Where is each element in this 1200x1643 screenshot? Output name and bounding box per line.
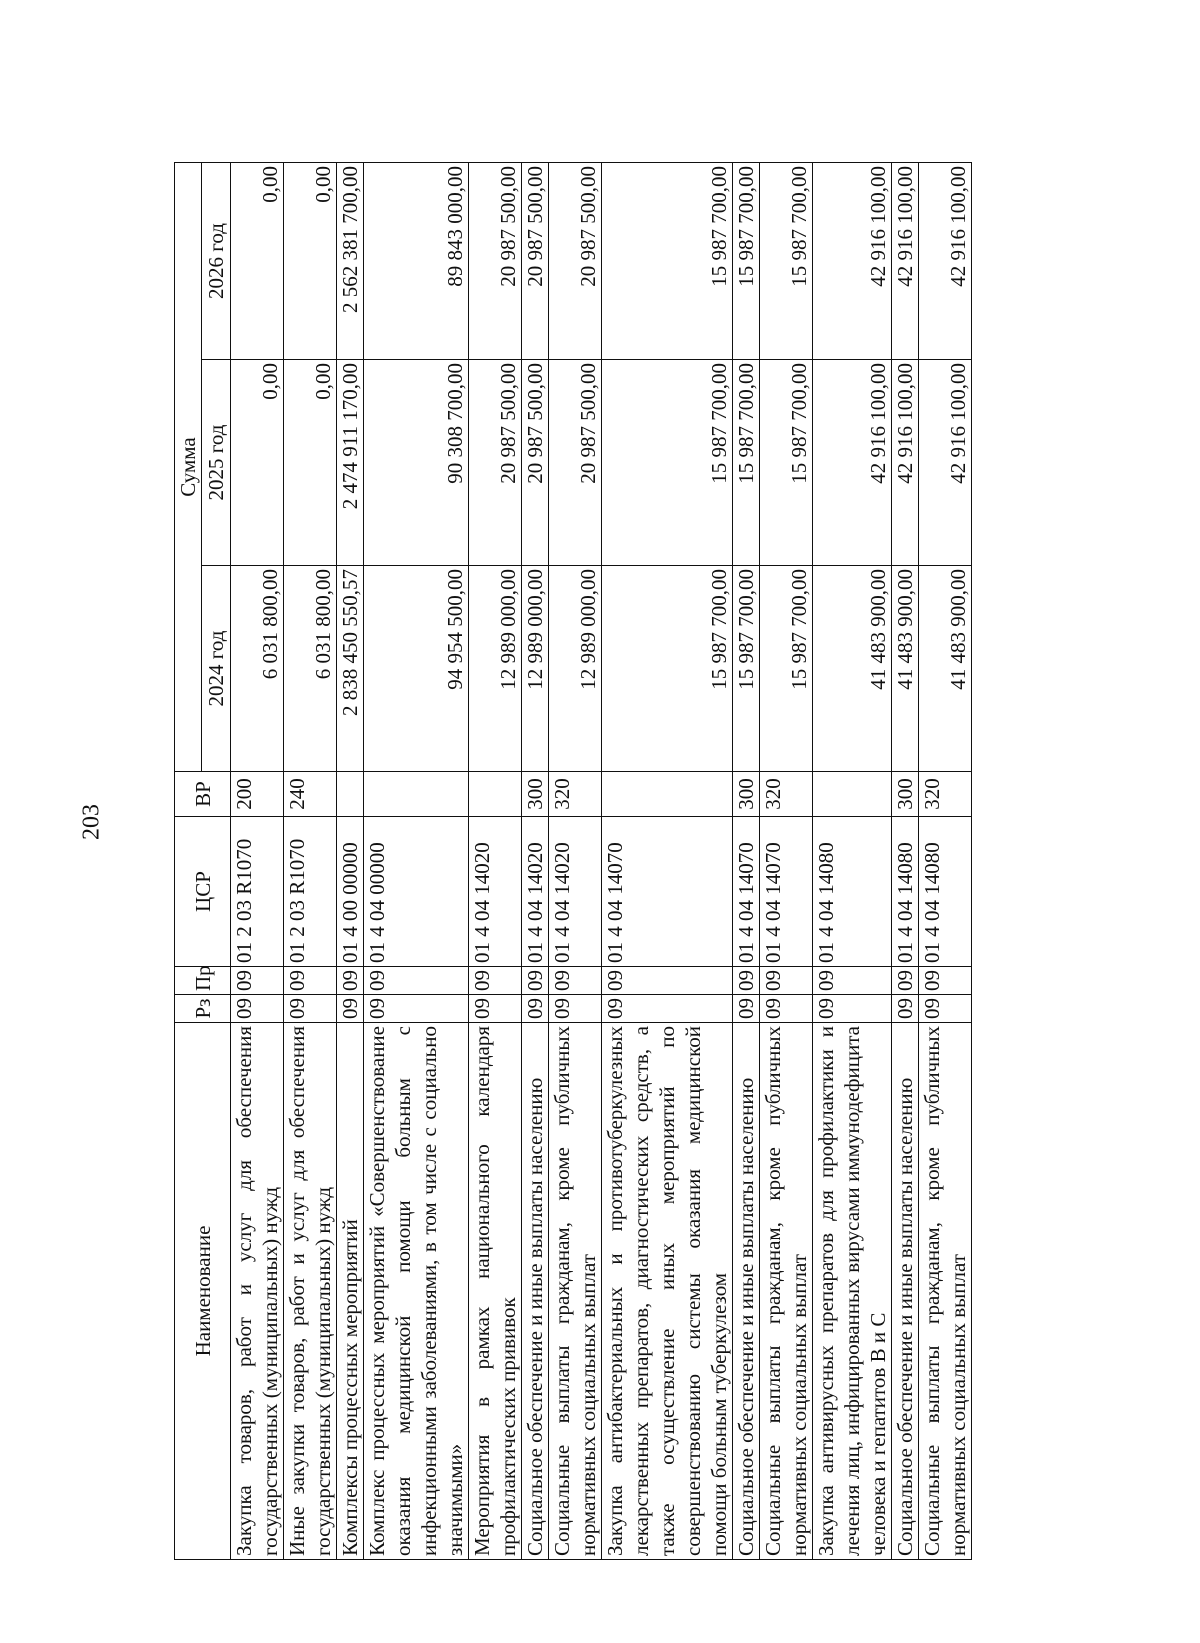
row-csr: 01 4 04 14070 (602, 817, 733, 967)
row-pr: 09 (284, 967, 337, 995)
table-row (337, 163, 364, 1560)
table-row (733, 163, 760, 1560)
row-name: Комплексы процессных мероприятий (337, 1023, 364, 1560)
row-name: Социальное обеспечение и иные выплаты населению (733, 1023, 760, 1560)
row-2026: 15 987 700,00 (760, 163, 813, 360)
row-2025: 20 987 500,00 (549, 360, 602, 566)
row-2025: 42 916 100,00 (892, 360, 919, 566)
table-row (522, 163, 549, 1560)
row-2026: 15 987 700,00 (733, 163, 760, 360)
row-pr: 09 (522, 967, 549, 995)
row-rz: 09 (919, 995, 972, 1023)
row-2024: 12 989 000,00 (549, 566, 602, 772)
row-2026: 0,00 (284, 163, 337, 360)
row-name: Иные закупки товаров, работ и услуг для обеспечения государственных (муниципальных) нужд (284, 1023, 337, 1560)
row-name: Социальные выплаты гражданам, кроме публичных нормативных социальных выплат (919, 1023, 972, 1560)
table-row (364, 163, 469, 1560)
row-name: Закупка антивирусных препаратов для профилактики и лечения лиц, инфицированных вирусами иммунодефицита человека и гепатитов В и С (813, 1023, 892, 1560)
row-vr: 320 (919, 772, 972, 817)
row-name: Социальные выплаты гражданам, кроме публичных нормативных социальных выплат (760, 1023, 813, 1560)
row-csr: 01 4 00 00000 (337, 817, 364, 967)
header-rz: Рз (175, 995, 231, 1023)
row-2026: 0,00 (231, 163, 284, 360)
row-pr: 09 (892, 967, 919, 995)
table-row (919, 163, 972, 1560)
row-name: Закупка товаров, работ и услуг для обеспечения государственных (муниципальных) нужд (231, 1023, 284, 1560)
header-sum: Сумма (175, 163, 202, 772)
header-2025: 2025 год (202, 360, 231, 566)
table-row (284, 163, 337, 1560)
row-2024: 94 954 500,00 (364, 566, 469, 772)
row-csr: 01 4 04 14020 (549, 817, 602, 967)
row-name: Социальное обеспечение и иные выплаты населению (892, 1023, 919, 1560)
row-2024: 6 031 800,00 (231, 566, 284, 772)
budget-table (174, 162, 972, 1560)
table-row (602, 163, 733, 1560)
row-csr: 01 2 03 R1070 (231, 817, 284, 967)
row-pr: 09 (231, 967, 284, 995)
header-name: Наименование (175, 1023, 231, 1560)
row-2025: 2 474 911 170,00 (337, 360, 364, 566)
row-vr: 240 (284, 772, 337, 817)
row-2024: 41 483 900,00 (919, 566, 972, 772)
row-rz: 09 (733, 995, 760, 1023)
row-2024: 41 483 900,00 (813, 566, 892, 772)
row-pr: 09 (760, 967, 813, 995)
row-2024: 15 987 700,00 (760, 566, 813, 772)
row-pr: 09 (919, 967, 972, 995)
row-pr: 09 (337, 967, 364, 995)
row-csr: 01 4 04 14020 (522, 817, 549, 967)
row-rz: 09 (602, 995, 733, 1023)
budget-table-container (174, 163, 970, 1560)
row-name: Мероприятия в рамках национального календаря профилактических прививок (469, 1023, 522, 1560)
row-vr (364, 772, 469, 817)
row-2026: 20 987 500,00 (549, 163, 602, 360)
row-2024: 12 989 000,00 (469, 566, 522, 772)
row-2026: 42 916 100,00 (892, 163, 919, 360)
row-pr: 09 (364, 967, 469, 995)
row-rz: 09 (760, 995, 813, 1023)
row-2026: 2 562 381 700,00 (337, 163, 364, 360)
row-rz: 09 (284, 995, 337, 1023)
row-csr: 01 4 04 14080 (813, 817, 892, 967)
row-vr: 300 (892, 772, 919, 817)
row-2024: 41 483 900,00 (892, 566, 919, 772)
row-rz: 09 (469, 995, 522, 1023)
row-vr: 320 (549, 772, 602, 817)
row-2026: 42 916 100,00 (919, 163, 972, 360)
row-rz: 09 (364, 995, 469, 1023)
table-row (231, 163, 284, 1560)
row-vr (469, 772, 522, 817)
row-csr: 01 4 04 14020 (469, 817, 522, 967)
row-name: Социальные выплаты гражданам, кроме публичных нормативных социальных выплат (549, 1023, 602, 1560)
row-name: Социальное обеспечение и иные выплаты населению (522, 1023, 549, 1560)
header-vr: ВР (175, 772, 231, 817)
row-vr: 200 (231, 772, 284, 817)
row-2026: 20 987 500,00 (522, 163, 549, 360)
header-pr: Пр (175, 967, 231, 995)
row-2026: 20 987 500,00 (469, 163, 522, 360)
row-name: Комплекс процессных мероприятий «Совершенствование оказания медицинской помощи больным с инфекционными заболеваниями, в том числе с социально значимыми» (364, 1023, 469, 1560)
row-csr: 01 4 04 14070 (760, 817, 813, 967)
row-pr: 09 (602, 967, 733, 995)
row-rz: 09 (522, 995, 549, 1023)
row-2025: 42 916 100,00 (919, 360, 972, 566)
row-2024: 12 989 000,00 (522, 566, 549, 772)
row-vr: 300 (733, 772, 760, 817)
table-row (892, 163, 919, 1560)
row-2025: 0,00 (284, 360, 337, 566)
row-rz: 09 (549, 995, 602, 1023)
row-2024: 6 031 800,00 (284, 566, 337, 772)
header-2026: 2026 год (202, 163, 231, 360)
row-2024: 2 838 450 550,57 (337, 566, 364, 772)
row-2025: 20 987 500,00 (469, 360, 522, 566)
row-2025: 42 916 100,00 (813, 360, 892, 566)
row-2026: 15 987 700,00 (602, 163, 733, 360)
table-row (469, 163, 522, 1560)
row-pr: 09 (733, 967, 760, 995)
row-2025: 20 987 500,00 (522, 360, 549, 566)
row-2025: 0,00 (231, 360, 284, 566)
table-row (549, 163, 602, 1560)
row-2025: 90 308 700,00 (364, 360, 469, 566)
row-name: Закупка антибактериальных и противотуберкулезных лекарственных препаратов, диагностических средств, а также осуществление иных мероприятий по совершенствованию системы оказания медицинской помощи больным туберкулезом (602, 1023, 733, 1560)
row-vr: 300 (522, 772, 549, 817)
row-pr: 09 (549, 967, 602, 995)
row-2025: 15 987 700,00 (760, 360, 813, 566)
row-pr: 09 (469, 967, 522, 995)
row-2026: 89 843 000,00 (364, 163, 469, 360)
row-csr: 01 4 04 14080 (919, 817, 972, 967)
table-row (760, 163, 813, 1560)
row-rz: 09 (337, 995, 364, 1023)
row-2025: 15 987 700,00 (733, 360, 760, 566)
row-csr: 01 2 03 R1070 (284, 817, 337, 967)
row-vr (813, 772, 892, 817)
row-2025: 15 987 700,00 (602, 360, 733, 566)
row-2026: 42 916 100,00 (813, 163, 892, 360)
table-row (813, 163, 892, 1560)
row-csr: 01 4 04 14070 (733, 817, 760, 967)
row-rz: 09 (231, 995, 284, 1023)
row-2024: 15 987 700,00 (602, 566, 733, 772)
row-rz: 09 (892, 995, 919, 1023)
header-2024: 2024 год (202, 566, 231, 772)
row-vr (337, 772, 364, 817)
header-csr: ЦСР (175, 817, 231, 967)
row-csr: 01 4 04 00000 (364, 817, 469, 967)
row-csr: 01 4 04 14080 (892, 817, 919, 967)
row-2024: 15 987 700,00 (733, 566, 760, 772)
row-rz: 09 (813, 995, 892, 1023)
row-vr (602, 772, 733, 817)
row-vr: 320 (760, 772, 813, 817)
page-number: 203 (78, 804, 105, 840)
row-pr: 09 (813, 967, 892, 995)
